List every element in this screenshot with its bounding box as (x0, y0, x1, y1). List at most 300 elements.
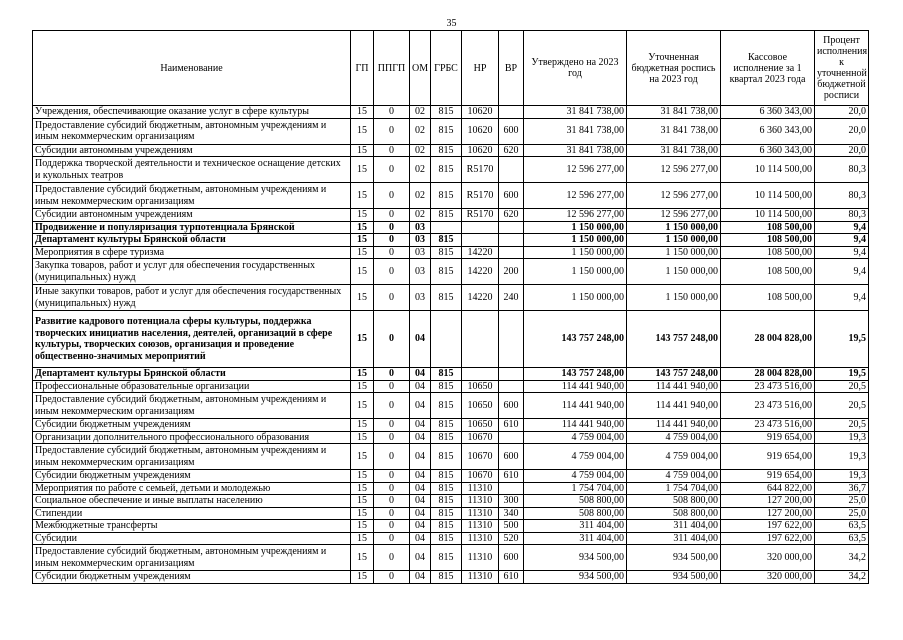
cell-np: R5170 (462, 209, 499, 222)
cell-cash: 127 200,00 (721, 507, 815, 520)
table-row (33, 571, 869, 584)
cell-percent: 20,5 (815, 393, 869, 419)
cell-vr: 340 (499, 507, 524, 520)
cell-om: 02 (410, 106, 431, 119)
cell-np (462, 234, 499, 247)
cell-vr (499, 431, 524, 444)
budget-table (32, 30, 869, 584)
cell-cash: 23 473 516,00 (721, 380, 815, 393)
cell-ppgp: 0 (374, 520, 410, 533)
cell-np: 11310 (462, 495, 499, 508)
cell-grbs: 815 (431, 532, 462, 545)
cell-np: 10650 (462, 380, 499, 393)
table-row (33, 380, 869, 393)
cell-om: 02 (410, 157, 431, 183)
cell-cash: 108 500,00 (721, 234, 815, 247)
cell-percent: 63,5 (815, 532, 869, 545)
cell-np: 10670 (462, 431, 499, 444)
header-cash: Кассовое исполнение за 1 квартал 2023 года (721, 31, 815, 106)
cell-name: Стипендии (33, 507, 351, 520)
cell-approved: 4 759 004,00 (524, 431, 627, 444)
cell-approved: 508 800,00 (524, 495, 627, 508)
cell-specified: 311 404,00 (627, 532, 721, 545)
cell-cash: 28 004 828,00 (721, 368, 815, 381)
cell-grbs: 815 (431, 285, 462, 311)
cell-grbs: 815 (431, 470, 462, 483)
cell-specified: 114 441 940,00 (627, 419, 721, 432)
cell-gp: 15 (351, 431, 374, 444)
cell-grbs: 815 (431, 209, 462, 222)
cell-specified: 1 150 000,00 (627, 246, 721, 259)
table-header-row (33, 31, 869, 106)
cell-grbs: 815 (431, 106, 462, 119)
cell-percent: 20,5 (815, 380, 869, 393)
cell-specified: 1 150 000,00 (627, 234, 721, 247)
cell-np (462, 368, 499, 381)
cell-ppgp: 0 (374, 311, 410, 368)
cell-approved: 114 441 940,00 (524, 419, 627, 432)
cell-cash: 10 114 500,00 (721, 209, 815, 222)
cell-cash: 197 622,00 (721, 532, 815, 545)
cell-cash: 320 000,00 (721, 545, 815, 571)
cell-grbs: 815 (431, 419, 462, 432)
cell-np: 10620 (462, 144, 499, 157)
cell-cash: 108 500,00 (721, 246, 815, 259)
cell-grbs: 815 (431, 431, 462, 444)
cell-grbs: 815 (431, 118, 462, 144)
cell-approved: 311 404,00 (524, 520, 627, 533)
cell-np: 10650 (462, 393, 499, 419)
table-row (33, 431, 869, 444)
cell-ppgp: 0 (374, 368, 410, 381)
cell-specified: 934 500,00 (627, 571, 721, 584)
table-row (33, 118, 869, 144)
cell-vr: 500 (499, 520, 524, 533)
cell-gp: 15 (351, 520, 374, 533)
page-number: 35 (446, 18, 457, 29)
cell-ppgp: 0 (374, 234, 410, 247)
cell-gp: 15 (351, 311, 374, 368)
header-gp: ГП (351, 31, 374, 106)
cell-approved: 4 759 004,00 (524, 444, 627, 470)
cell-np: 14220 (462, 246, 499, 259)
cell-percent: 63,5 (815, 520, 869, 533)
cell-np (462, 221, 499, 234)
cell-name: Предоставление субсидий бюджетным, автономным учреждениям и иным некоммерческим организациям (33, 183, 351, 209)
cell-approved: 1 150 000,00 (524, 285, 627, 311)
cell-specified: 1 150 000,00 (627, 221, 721, 234)
cell-percent: 19,3 (815, 444, 869, 470)
cell-percent: 80,3 (815, 183, 869, 209)
cell-name: Продвижение и популяризация турпотенциала Брянской (33, 221, 351, 234)
table-row (33, 507, 869, 520)
table-row (33, 470, 869, 483)
cell-gp: 15 (351, 106, 374, 119)
cell-ppgp: 0 (374, 545, 410, 571)
cell-gp: 15 (351, 495, 374, 508)
table-row (33, 259, 869, 285)
cell-ppgp: 0 (374, 532, 410, 545)
cell-vr (499, 380, 524, 393)
cell-grbs: 815 (431, 380, 462, 393)
cell-percent: 9,4 (815, 285, 869, 311)
cell-gp: 15 (351, 157, 374, 183)
cell-np: 10670 (462, 444, 499, 470)
cell-om: 04 (410, 444, 431, 470)
cell-grbs: 815 (431, 495, 462, 508)
cell-vr (499, 221, 524, 234)
cell-gp: 15 (351, 234, 374, 247)
table-row (33, 520, 869, 533)
cell-vr (499, 234, 524, 247)
cell-vr (499, 106, 524, 119)
cell-cash: 919 654,00 (721, 444, 815, 470)
cell-cash: 6 360 343,00 (721, 118, 815, 144)
cell-name: Предоставление субсидий бюджетным, автономным учреждениям и иным некоммерческим организациям (33, 545, 351, 571)
cell-ppgp: 0 (374, 118, 410, 144)
header-percent: Процент исполнения к уточненной бюджетной росписи (815, 31, 869, 106)
cell-name: Предоставление субсидий бюджетным, автономным учреждениям и иным некоммерческим организациям (33, 393, 351, 419)
cell-grbs: 815 (431, 571, 462, 584)
cell-percent: 9,4 (815, 221, 869, 234)
cell-name: Предоставление субсидий бюджетным, автономным учреждениям и иным некоммерческим организациям (33, 118, 351, 144)
cell-approved: 12 596 277,00 (524, 209, 627, 222)
cell-grbs: 815 (431, 520, 462, 533)
cell-percent: 9,4 (815, 234, 869, 247)
cell-om: 04 (410, 311, 431, 368)
cell-approved: 934 500,00 (524, 545, 627, 571)
cell-vr: 600 (499, 118, 524, 144)
cell-name: Департамент культуры Брянской области (33, 368, 351, 381)
cell-approved: 31 841 738,00 (524, 118, 627, 144)
cell-specified: 508 800,00 (627, 507, 721, 520)
cell-specified: 1 754 704,00 (627, 482, 721, 495)
cell-specified: 934 500,00 (627, 545, 721, 571)
cell-grbs: 815 (431, 393, 462, 419)
table-row (33, 157, 869, 183)
cell-percent: 9,4 (815, 246, 869, 259)
cell-name: Мероприятия по работе с семьей, детьми и молодежью (33, 482, 351, 495)
cell-name: Учреждения, обеспечивающие оказание услуг в сфере культуры (33, 106, 351, 119)
cell-om: 04 (410, 545, 431, 571)
table-row (33, 285, 869, 311)
cell-vr (499, 311, 524, 368)
cell-gp: 15 (351, 470, 374, 483)
cell-om: 04 (410, 380, 431, 393)
cell-specified: 4 759 004,00 (627, 444, 721, 470)
cell-gp: 15 (351, 285, 374, 311)
cell-ppgp: 0 (374, 571, 410, 584)
table-row (33, 495, 869, 508)
cell-np: 11310 (462, 520, 499, 533)
cell-om: 04 (410, 431, 431, 444)
cell-approved: 114 441 940,00 (524, 393, 627, 419)
cell-om: 04 (410, 495, 431, 508)
cell-approved: 31 841 738,00 (524, 144, 627, 157)
table-row (33, 368, 869, 381)
cell-grbs: 815 (431, 234, 462, 247)
header-ppgp: ППГП (374, 31, 410, 106)
cell-specified: 1 150 000,00 (627, 285, 721, 311)
cell-name: Организации дополнительного профессионального образования (33, 431, 351, 444)
cell-name: Департамент культуры Брянской области (33, 234, 351, 247)
cell-name: Межбюджетные трансферты (33, 520, 351, 533)
cell-approved: 1 754 704,00 (524, 482, 627, 495)
cell-grbs: 815 (431, 368, 462, 381)
cell-ppgp: 0 (374, 393, 410, 419)
cell-percent: 20,5 (815, 419, 869, 432)
cell-ppgp: 0 (374, 419, 410, 432)
cell-vr (499, 482, 524, 495)
cell-specified: 12 596 277,00 (627, 183, 721, 209)
cell-np: 14220 (462, 285, 499, 311)
table-row (33, 183, 869, 209)
cell-ppgp: 0 (374, 380, 410, 393)
cell-grbs: 815 (431, 259, 462, 285)
cell-om: 04 (410, 571, 431, 584)
cell-np: 11310 (462, 571, 499, 584)
cell-vr: 240 (499, 285, 524, 311)
cell-percent: 19,3 (815, 431, 869, 444)
header-np: НР (462, 31, 499, 106)
cell-gp: 15 (351, 259, 374, 285)
cell-approved: 1 150 000,00 (524, 221, 627, 234)
cell-name: Субсидии автономным учреждениям (33, 144, 351, 157)
header-approved: Утверждено на 2023 год (524, 31, 627, 106)
header-grbs: ГРБС (431, 31, 462, 106)
cell-approved: 31 841 738,00 (524, 106, 627, 119)
cell-percent: 34,2 (815, 571, 869, 584)
cell-vr: 600 (499, 444, 524, 470)
table-row (33, 144, 869, 157)
cell-grbs: 815 (431, 507, 462, 520)
cell-percent: 20,0 (815, 144, 869, 157)
cell-percent: 19,5 (815, 368, 869, 381)
cell-approved: 1 150 000,00 (524, 234, 627, 247)
cell-percent: 25,0 (815, 507, 869, 520)
cell-vr: 300 (499, 495, 524, 508)
cell-vr: 600 (499, 393, 524, 419)
cell-approved: 143 757 248,00 (524, 368, 627, 381)
cell-np: R5170 (462, 157, 499, 183)
cell-specified: 143 757 248,00 (627, 368, 721, 381)
cell-percent: 34,2 (815, 545, 869, 571)
cell-vr (499, 246, 524, 259)
cell-vr (499, 157, 524, 183)
cell-ppgp: 0 (374, 431, 410, 444)
cell-gp: 15 (351, 144, 374, 157)
cell-ppgp: 0 (374, 470, 410, 483)
cell-name: Мероприятия в сфере туризма (33, 246, 351, 259)
cell-ppgp: 0 (374, 183, 410, 209)
cell-percent: 19,5 (815, 311, 869, 368)
cell-om: 04 (410, 470, 431, 483)
cell-vr: 600 (499, 545, 524, 571)
cell-cash: 6 360 343,00 (721, 144, 815, 157)
cell-ppgp: 0 (374, 444, 410, 470)
cell-specified: 31 841 738,00 (627, 118, 721, 144)
cell-np: 10670 (462, 470, 499, 483)
cell-gp: 15 (351, 482, 374, 495)
header-specified: Уточненная бюджетная роспись на 2023 год (627, 31, 721, 106)
cell-approved: 12 596 277,00 (524, 183, 627, 209)
cell-np: 10650 (462, 419, 499, 432)
cell-vr: 520 (499, 532, 524, 545)
cell-gp: 15 (351, 368, 374, 381)
cell-grbs: 815 (431, 144, 462, 157)
header-vr: ВР (499, 31, 524, 106)
cell-approved: 311 404,00 (524, 532, 627, 545)
cell-gp: 15 (351, 545, 374, 571)
cell-approved: 1 150 000,00 (524, 259, 627, 285)
cell-np: 11310 (462, 482, 499, 495)
cell-percent: 25,0 (815, 495, 869, 508)
cell-cash: 644 822,00 (721, 482, 815, 495)
cell-np: 10620 (462, 106, 499, 119)
cell-percent: 20,0 (815, 118, 869, 144)
cell-cash: 28 004 828,00 (721, 311, 815, 368)
cell-om: 03 (410, 246, 431, 259)
cell-ppgp: 0 (374, 285, 410, 311)
cell-grbs: 815 (431, 444, 462, 470)
cell-ppgp: 0 (374, 246, 410, 259)
cell-ppgp: 0 (374, 157, 410, 183)
cell-specified: 4 759 004,00 (627, 431, 721, 444)
cell-om: 03 (410, 234, 431, 247)
cell-grbs: 815 (431, 157, 462, 183)
cell-name: Социальное обеспечение и иные выплаты населению (33, 495, 351, 508)
cell-om: 02 (410, 183, 431, 209)
cell-om: 04 (410, 532, 431, 545)
cell-approved: 4 759 004,00 (524, 470, 627, 483)
cell-percent: 80,3 (815, 157, 869, 183)
table-body (33, 106, 869, 584)
cell-specified: 12 596 277,00 (627, 157, 721, 183)
table-row (33, 419, 869, 432)
cell-vr: 200 (499, 259, 524, 285)
cell-gp: 15 (351, 246, 374, 259)
cell-name: Предоставление субсидий бюджетным, автономным учреждениям и иным некоммерческим организациям (33, 444, 351, 470)
cell-om: 04 (410, 419, 431, 432)
table-row (33, 482, 869, 495)
cell-ppgp: 0 (374, 507, 410, 520)
cell-vr (499, 368, 524, 381)
cell-vr: 610 (499, 419, 524, 432)
cell-gp: 15 (351, 380, 374, 393)
cell-gp: 15 (351, 444, 374, 470)
cell-cash: 23 473 516,00 (721, 393, 815, 419)
cell-ppgp: 0 (374, 259, 410, 285)
cell-cash: 10 114 500,00 (721, 183, 815, 209)
cell-specified: 114 441 940,00 (627, 393, 721, 419)
cell-om: 04 (410, 368, 431, 381)
cell-name: Закупка товаров, работ и услуг для обеспечения государственных (муниципальных) нужд (33, 259, 351, 285)
cell-cash: 10 114 500,00 (721, 157, 815, 183)
cell-grbs: 815 (431, 246, 462, 259)
cell-specified: 31 841 738,00 (627, 144, 721, 157)
cell-approved: 143 757 248,00 (524, 311, 627, 368)
table-row (33, 246, 869, 259)
cell-percent: 80,3 (815, 209, 869, 222)
cell-grbs (431, 221, 462, 234)
cell-vr: 620 (499, 144, 524, 157)
cell-cash: 919 654,00 (721, 470, 815, 483)
table-row (33, 444, 869, 470)
cell-ppgp: 0 (374, 482, 410, 495)
table-row (33, 221, 869, 234)
cell-grbs: 815 (431, 183, 462, 209)
cell-name: Субсидии бюджетным учреждениям (33, 419, 351, 432)
table-row (33, 209, 869, 222)
table-row (33, 545, 869, 571)
cell-np: 11310 (462, 532, 499, 545)
cell-percent: 19,3 (815, 470, 869, 483)
cell-ppgp: 0 (374, 221, 410, 234)
cell-om: 04 (410, 393, 431, 419)
cell-gp: 15 (351, 221, 374, 234)
cell-specified: 114 441 940,00 (627, 380, 721, 393)
cell-om: 03 (410, 259, 431, 285)
cell-specified: 508 800,00 (627, 495, 721, 508)
cell-name: Поддержка творческой деятельности и техническое оснащение детских и кукольных театров (33, 157, 351, 183)
cell-name: Субсидии автономным учреждениям (33, 209, 351, 222)
cell-name: Профессиональные образовательные организации (33, 380, 351, 393)
cell-grbs (431, 311, 462, 368)
cell-om: 03 (410, 221, 431, 234)
cell-gp: 15 (351, 209, 374, 222)
cell-name: Субсидии бюджетным учреждениям (33, 571, 351, 584)
cell-ppgp: 0 (374, 144, 410, 157)
cell-cash: 23 473 516,00 (721, 419, 815, 432)
cell-grbs: 815 (431, 545, 462, 571)
cell-ppgp: 0 (374, 106, 410, 119)
cell-np: 11310 (462, 545, 499, 571)
cell-specified: 12 596 277,00 (627, 209, 721, 222)
cell-gp: 15 (351, 507, 374, 520)
cell-percent: 36,7 (815, 482, 869, 495)
cell-cash: 320 000,00 (721, 571, 815, 584)
cell-gp: 15 (351, 393, 374, 419)
cell-specified: 311 404,00 (627, 520, 721, 533)
cell-np: 14220 (462, 259, 499, 285)
cell-name: Субсидии бюджетным учреждениям (33, 470, 351, 483)
cell-cash: 108 500,00 (721, 285, 815, 311)
cell-vr: 620 (499, 209, 524, 222)
cell-om: 04 (410, 520, 431, 533)
cell-om: 04 (410, 482, 431, 495)
header-name: Наименование (33, 31, 351, 106)
table-row (33, 106, 869, 119)
cell-np: 10620 (462, 118, 499, 144)
cell-gp: 15 (351, 532, 374, 545)
header-om: ОМ (410, 31, 431, 106)
cell-specified: 4 759 004,00 (627, 470, 721, 483)
cell-cash: 6 360 343,00 (721, 106, 815, 119)
cell-approved: 934 500,00 (524, 571, 627, 584)
cell-percent: 9,4 (815, 259, 869, 285)
cell-specified: 31 841 738,00 (627, 106, 721, 119)
table-row (33, 234, 869, 247)
cell-vr: 600 (499, 183, 524, 209)
cell-ppgp: 0 (374, 209, 410, 222)
table-row (33, 393, 869, 419)
cell-approved: 508 800,00 (524, 507, 627, 520)
cell-vr: 610 (499, 470, 524, 483)
cell-gp: 15 (351, 419, 374, 432)
cell-np (462, 311, 499, 368)
cell-np: R5170 (462, 183, 499, 209)
cell-om: 02 (410, 144, 431, 157)
